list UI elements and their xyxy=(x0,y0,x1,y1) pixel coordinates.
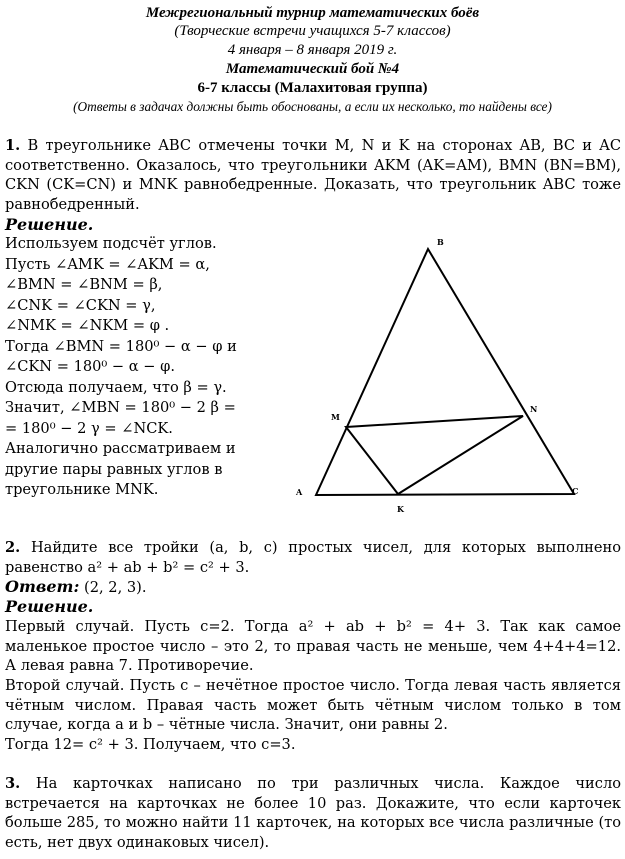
problem-1 xyxy=(5,136,621,214)
problem-2-para-1: Первый случай. Пусть c=2. Тогда a² + ab + b² = 4+ 3. Так как самое маленькое простое число – это 2, то правая часть не меньше, чем 4+4+4=12. А левая равна 7. Противоречие. xyxy=(5,618,621,674)
solution-line: Используем подсчёт углов. xyxy=(5,235,217,252)
solution-line: ∠CKN = 180⁰ − α − φ. xyxy=(5,358,176,375)
tournament-dates: 4 января – 8 января 2019 г. xyxy=(227,42,398,58)
problem-3-text: На карточках написано по три различных числа. Каждое число встречается на карточках не более 10 раз. Докажите, что если карточек больше 285, то можно найти 11 карточек, на которых все числа различные (то есть, нет двух одинаковых чисел). xyxy=(5,775,622,851)
answer-heading: Ответ: xyxy=(5,577,80,596)
problem-1-text: В треугольнике ABC отмечены точки M, N и K на сторонах AB, BC и AC соответственно. Оказалось, что треугольники AKM (AK=AM), BMN (BN=BM), CKN (CK=CN) и MNK равнобедренные. Доказать, что треугольник ABC тоже равнобедренный. xyxy=(5,137,621,213)
triangle-mnk xyxy=(346,416,523,494)
problem-2-number: 2. xyxy=(5,539,21,556)
solution-line: = 180⁰ − 2 γ = ∠NCK. xyxy=(5,419,173,437)
label-k: K xyxy=(397,504,404,514)
answer-value: (2, 2, 3). xyxy=(79,579,147,596)
solution-line: Значит, ∠MBN = 180⁰ − 2 β = xyxy=(5,399,236,416)
problem-3 xyxy=(5,774,621,852)
problem-1-solution xyxy=(5,215,295,501)
label-n: N xyxy=(530,404,538,414)
problem-2-para-3: Тогда 12= c² + 3. Получаем, что c=3. xyxy=(5,736,296,753)
solution-line: Тогда ∠BMN = 180⁰ − α − φ и xyxy=(5,337,237,355)
label-c: C xyxy=(572,486,579,496)
tournament-title: Межрегиональный турнир математических боёв xyxy=(145,5,480,21)
triangle-abc xyxy=(316,249,574,495)
label-a: A xyxy=(296,487,303,497)
label-m: M xyxy=(331,412,340,422)
problem-2-solution-heading: Решение. xyxy=(5,597,94,616)
solution-line: Отсюда получаем, что β = γ. xyxy=(5,378,227,396)
tournament-subtitle: (Творческие встречи учащихся 5-7 классов) xyxy=(174,23,451,39)
battle-title: Математический бой №4 xyxy=(225,61,400,77)
solution-line: треугольнике MNK. xyxy=(5,481,159,498)
problem-2-text: Найдите все тройки (a, b, c) простых чисел, для которых выполнено равенство a² + ab + b² = c² + 3. xyxy=(5,539,621,576)
label-b: B xyxy=(437,237,444,247)
solution-line: Пусть ∠AMK = ∠AKM = α, xyxy=(5,255,210,273)
solution-line: ∠NMK = ∠NKM = φ . xyxy=(5,317,170,334)
problem-3-number: 3. xyxy=(5,775,21,792)
instructions-note: (Ответы в задачах должны быть обоснованы, а если их несколько, то найдены все) xyxy=(73,99,552,114)
solution-line: Аналогично рассматриваем и xyxy=(5,440,236,457)
solution-heading: Решение. xyxy=(5,215,94,234)
solution-line: другие пары равных углов в xyxy=(5,460,223,478)
solution-line: ∠CNK = ∠CKN = γ, xyxy=(5,296,156,314)
triangle-figure xyxy=(290,236,610,526)
problem-2-para-2: Второй случай. Пусть c – нечётное простое число. Тогда левая часть является чётным числом. Правая часть может быть чётным числом только в том случае, когда a и b – чётные числа. Значит, они равны 2. xyxy=(5,677,621,733)
problem-1-number: 1. xyxy=(5,137,21,154)
solution-line: ∠BMN = ∠BNM = β, xyxy=(5,276,163,293)
problem-2 xyxy=(5,538,621,577)
grade-group: 6-7 классы (Малахитовая группа) xyxy=(197,80,428,96)
problem-2-answer xyxy=(5,577,621,598)
